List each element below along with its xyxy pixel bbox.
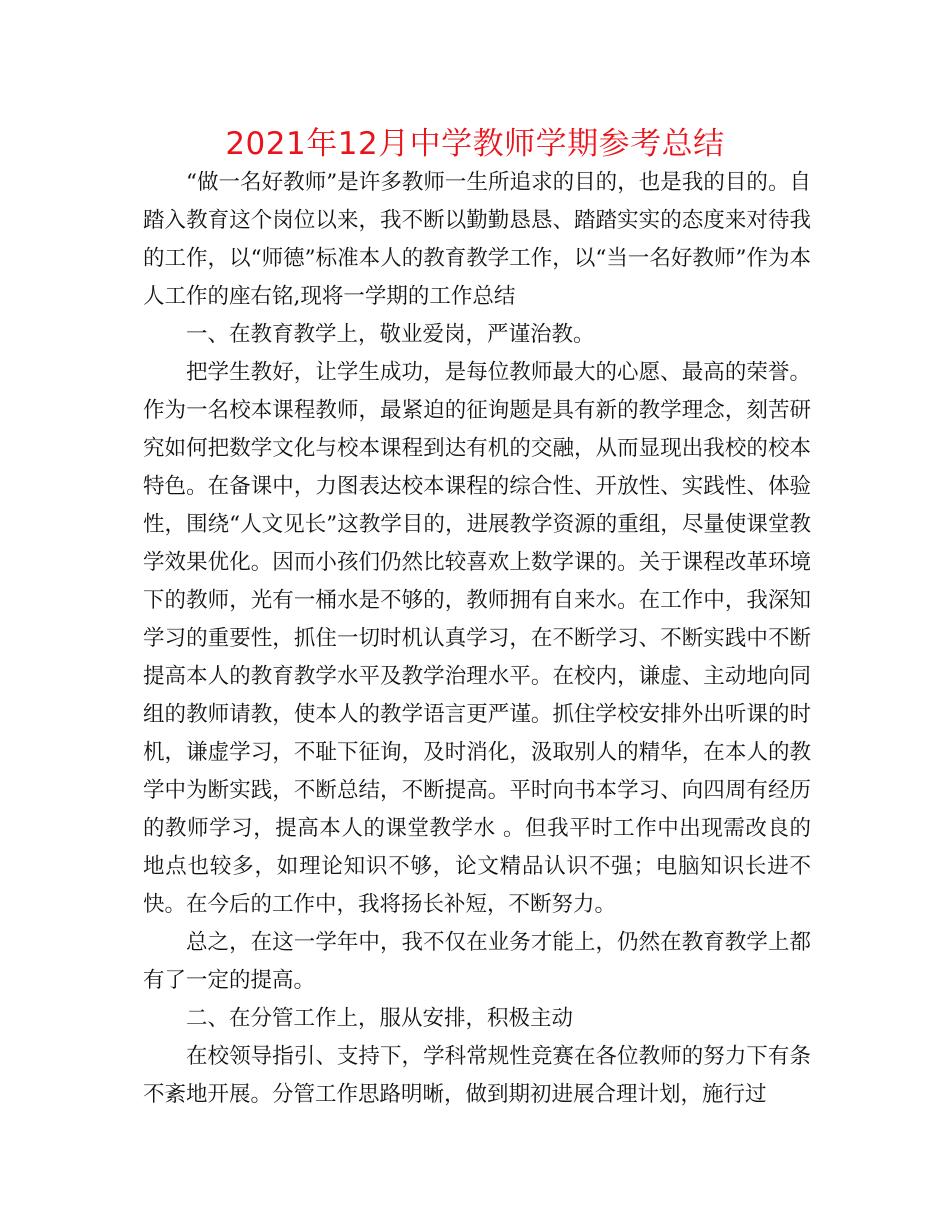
document-title: 2021年12月中学教师学期参考总结 — [225, 126, 725, 162]
paragraph-summary: 总之，在这一学年中，我不仅在业务才能上，仍然在教育教学上都有了一定的提高。 — [143, 930, 811, 993]
paragraph-intro: “做一名好教师”是许多教师一生所追求的目的，也是我的目的。自踏入教育这个岗位以来，我不断以勤勤恳恳、踏踏实实的态度来对待我的工作，以“师德”标准本人的教育教学工作，以“当一名好教师”作为本人工作的座右铭,现将一学期的工作总结 — [143, 170, 811, 309]
paragraph-teaching: 把学生教好，让学生成功，是每位教师最大的心愿、最高的荣誉。作为一名校本课程教师，最紧迫的征询题是具有新的教学理念，刻苦研究如何把数学文化与校本课程到达有机的交融，从而显现出我校的校本特色。在备课中，力图表达校本课程的综合性、开放性、实践性、体验性，围绕“人文见长”这教学目的，进展教学资源的重组，尽量使课堂教学效果优化。因而小孩们仍然比较喜欢上数学课的。关于课程改革环境下的教师，光有一桶水是不够的，教师拥有自来水。在工作中，我深知学习的重要性，抓住一切时机认真学习，在不断学习、不断实践中不断提高本人的教育教学水平及教学治理水平。在校内，谦虚、主动地向同组的教师请教，使本人的教学语言更严谨。抓住学校安排外出听课的时机，谦虚学习，不耻下征询，及时消化，汲取别人的精华，在本人的教学中为断实践，不断总结，不断提高。平时向书本学习、向四周有经历的教师学习，提高本人的课堂教学水 。但我平时工作中出现需改良的地点也较多，如理论知识不够，论文精品认识不强；电脑知识长进不快。在今后的工作中，我将扬长补短，不断努力。 — [143, 360, 811, 917]
section-heading-2: 二、在分管工作上，服从安排，积极主动 — [186, 1006, 574, 1031]
paragraph-management: 在校领导指引、支持下，学科常规性竞赛在各位教师的努力下有条不紊地开展。分管工作思路明晰，做到期初进展合理计划，施行过 — [143, 1044, 811, 1107]
section-heading-1: 一、在教育教学上，敬业爱岗，严谨治教。 — [186, 322, 595, 347]
document-body — [143, 164, 811, 1114]
